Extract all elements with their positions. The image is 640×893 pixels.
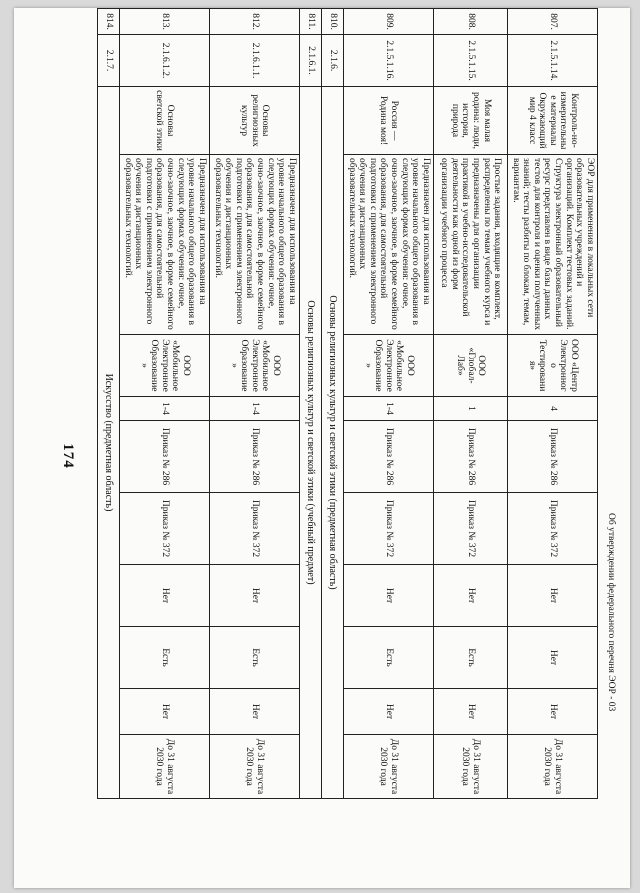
flag-cell: Есть: [120, 627, 210, 689]
section-title-cell: Искусство (предметная область): [98, 87, 120, 799]
order-cell: Приказ № 286: [508, 421, 598, 493]
row-code-cell: 2.1.5.1.15.: [434, 35, 508, 87]
rotated-table-container: [78, 8, 598, 798]
deadline-cell: До 31 августа 2030 года: [210, 735, 300, 799]
flag-cell: Нет: [508, 689, 598, 735]
row-code-cell: 2.1.7.: [98, 35, 120, 87]
publisher-cell: ООО «Мобильное Электронное Образование»: [120, 335, 210, 397]
deadline-cell: До 31 августа 2030 года: [434, 735, 508, 799]
section-title-cell: Основы религиозных культур и светской этики (предметная область): [322, 87, 344, 799]
row-code-cell: 2.1.6.1.2.: [120, 35, 210, 87]
row-number-cell: 813.: [120, 9, 210, 35]
order-cell: Приказ № 286: [434, 421, 508, 493]
grades-cell: 4: [508, 397, 598, 421]
publisher-cell: ООО «Глобал-Лаб»: [434, 335, 508, 397]
order-cell: Приказ № 286: [120, 421, 210, 493]
row-code-cell: 2.1.6.1.: [300, 35, 322, 87]
row-number-cell: 810.: [322, 9, 344, 35]
resource-name-cell: Контроль-но-измерительные материалы Окружающий мир 4 класс: [508, 87, 598, 155]
flag-cell: Нет: [434, 689, 508, 735]
description-cell: ЭОР для применения в локальных сети образовательных учреждений и организаций. Комплект тестовых заданий. Структура электронный образовательный ресурс представлен в виде базы данных тестов для контроля и оценки полученных знаний; тесты разбиты по блокам, темам, вариантам.: [508, 155, 598, 335]
flag-cell: Нет: [434, 565, 508, 627]
flag-cell: Нет: [210, 565, 300, 627]
grades-cell: 1-4: [210, 397, 300, 421]
resource-name-cell: Основы светской этики: [120, 87, 210, 155]
description-cell: Предназначен для использования на уровне начального общего образования в следующих формах обучения: очное, очно-заочное, заочное, в форме семейного образования, для самостоятельной подготовки с применением электронного обучения и дистанционных образовательных технологий.: [120, 155, 210, 335]
footnote-wrap: [602, 513, 622, 863]
order-cell: Приказ № 372: [210, 493, 300, 565]
grades-cell: 1: [434, 397, 508, 421]
footnote: Об утверждении федерального перечня ЭОР - 03: [606, 513, 616, 712]
section-row: [322, 9, 344, 799]
publisher-cell: ООО «Мобильное Электронное Образование»: [210, 335, 300, 397]
flag-cell: Нет: [120, 565, 210, 627]
flag-cell: Нет: [120, 689, 210, 735]
publisher-cell: ООО «Центр Электронного Тестирования»: [508, 335, 598, 397]
flag-cell: Нет: [508, 627, 598, 689]
order-cell: Приказ № 286: [210, 421, 300, 493]
publisher-cell: ООО «Мобильное Электронное Образование»: [344, 335, 434, 397]
description-cell: Простые задания, входящие в комплект, распределены по темам учебного курса и предназначены для организации практикой в учебно-исследовательской деятельности как одной из форм организации учебного процесса: [434, 155, 508, 335]
row-number-cell: 814.: [98, 9, 120, 35]
section-row: [300, 9, 322, 799]
deadline-cell: До 31 августа 2030 года: [344, 735, 434, 799]
row-code-cell: 2.1.5.1.14.: [508, 35, 598, 87]
page-number: 174: [60, 443, 76, 469]
row-number-cell: 807.: [508, 9, 598, 35]
flag-cell: Есть: [434, 627, 508, 689]
row-code-cell: 2.1.6.1.1.: [210, 35, 300, 87]
eor-table: [97, 8, 598, 799]
order-cell: Приказ № 286: [344, 421, 434, 493]
resource-name-cell: Основы религиозных культур: [210, 87, 300, 155]
flag-cell: Есть: [344, 627, 434, 689]
row-number-cell: 811.: [300, 9, 322, 35]
order-cell: Приказ № 372: [434, 493, 508, 565]
row-number-cell: 808.: [434, 9, 508, 35]
order-cell: Приказ № 372: [344, 493, 434, 565]
description-cell: Предназначен для использования на уровне начального общего образования в следующих формах обучения: очное, очно-заочное, заочное, в форме семейного образования, для самостоятельной подготовки с применением электронного обучения и дистанционных образовательных технологий.: [210, 155, 300, 335]
table-row: [508, 9, 598, 799]
order-cell: Приказ № 372: [120, 493, 210, 565]
table-row: [120, 9, 210, 799]
row-code-cell: 2.1.5.1.16.: [344, 35, 434, 87]
deadline-cell: До 31 августа 2030 года: [508, 735, 598, 799]
flag-cell: Нет: [344, 565, 434, 627]
row-number-cell: 812.: [210, 9, 300, 35]
row-code-cell: 2.1.6.: [322, 35, 344, 87]
resource-name-cell: Россия — Родина моя!: [344, 87, 434, 155]
description-cell: Предназначен для использования на уровне начального общего образования в следующих формах обучения: очное, очно-заочное, заочное, в форме семейного образования, для самостоятельной подготовки с применением электронного обучения и дистанционных образовательных технологий.: [344, 155, 434, 335]
flag-cell: Нет: [210, 689, 300, 735]
flag-cell: Нет: [508, 565, 598, 627]
grades-cell: 1-4: [344, 397, 434, 421]
deadline-cell: До 31 августа 2030 года: [120, 735, 210, 799]
order-cell: Приказ № 372: [508, 493, 598, 565]
flag-cell: Есть: [210, 627, 300, 689]
grades-cell: 1-4: [120, 397, 210, 421]
flag-cell: Нет: [344, 689, 434, 735]
document-page: [14, 8, 630, 888]
table-row: [344, 9, 434, 799]
section-title-cell: Основы религиозных культур и светской этики (учебный предмет): [300, 87, 322, 799]
table-row: [210, 9, 300, 799]
row-number-cell: 809.: [344, 9, 434, 35]
resource-name-cell: Моя малая родина: люди, история, природа: [434, 87, 508, 155]
table-row: [434, 9, 508, 799]
section-row: [98, 9, 120, 799]
table-body: [98, 9, 598, 799]
